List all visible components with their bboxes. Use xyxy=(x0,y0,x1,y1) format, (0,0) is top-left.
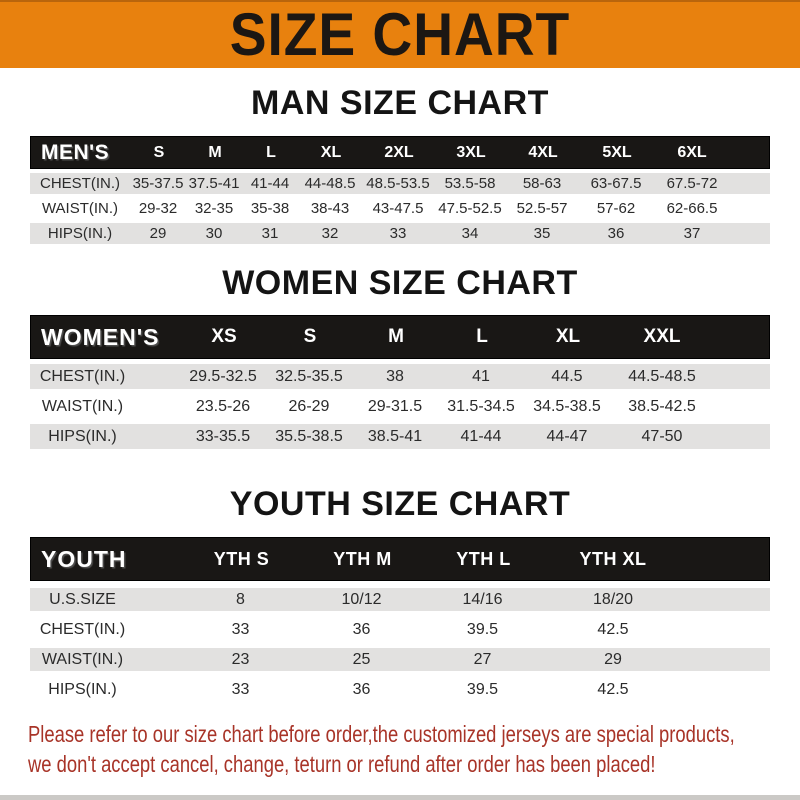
men-table-label: MEN'S xyxy=(41,140,110,164)
size-value-cell: 25 xyxy=(352,650,371,668)
size-value-cell: 14/16 xyxy=(462,590,503,608)
size-value-cell: 67.5-72 xyxy=(666,175,718,192)
women-table-row xyxy=(30,394,770,419)
size-value-cell: 57-62 xyxy=(596,200,636,217)
size-value-cell: 41-44 xyxy=(250,175,290,192)
row-label: WAIST(IN.) xyxy=(41,397,124,415)
size-value-cell: 42.5 xyxy=(597,680,629,698)
size-value-cell: 44-48.5 xyxy=(304,175,356,192)
size-value-cell: 8 xyxy=(236,590,245,608)
size-value-cell: 44.5-48.5 xyxy=(628,367,696,385)
row-label: CHEST(IN.) xyxy=(39,367,126,385)
youth-table-row xyxy=(30,678,770,701)
size-value-cell: 33 xyxy=(231,620,250,638)
size-value-cell: 32 xyxy=(321,225,339,242)
youth-table-row xyxy=(30,618,770,641)
men-column-header-s: S xyxy=(153,143,165,161)
size-value-cell: 23 xyxy=(231,650,250,668)
size-value-cell: 36 xyxy=(607,225,625,242)
men-size-table xyxy=(30,136,770,244)
size-value-cell: 43-47.5 xyxy=(372,200,424,217)
size-value-cell: 32.5-35.5 xyxy=(275,367,343,385)
men-column-header-6xl: 6XL xyxy=(677,143,707,161)
size-value-cell: 47.5-52.5 xyxy=(438,200,502,217)
disclaimer-note xyxy=(0,719,800,779)
size-value-cell: 41-44 xyxy=(460,427,502,445)
youth-table-label: YOUTH xyxy=(41,545,127,572)
youth-column-header-yth-l: YTH L xyxy=(456,548,511,569)
size-value-cell: 38 xyxy=(386,367,404,385)
size-value-cell: 35.5-38.5 xyxy=(275,427,343,445)
size-value-cell: 31.5-34.5 xyxy=(447,397,515,415)
women-table-label: WOMEN'S xyxy=(41,323,160,350)
men-column-header-xl: XL xyxy=(320,143,342,161)
size-value-cell: 34 xyxy=(461,225,479,242)
women-table-row xyxy=(30,364,770,389)
youth-column-header-yth-m: YTH M xyxy=(333,548,392,569)
size-value-cell: 52.5-57 xyxy=(516,200,568,217)
size-chart-banner xyxy=(0,0,800,68)
size-value-cell: 35-37.5 xyxy=(132,175,184,192)
size-value-cell: 29 xyxy=(149,225,167,242)
size-value-cell: 39.5 xyxy=(466,680,499,698)
disclaimer-line-2: we don't accept cancel, change, teturn or refund after order has been placed! xyxy=(28,751,656,777)
youth-size-table xyxy=(30,537,770,701)
size-value-cell: 36 xyxy=(352,680,371,698)
page-title: SIZE CHART xyxy=(229,1,571,68)
women-size-table xyxy=(30,315,770,449)
size-value-cell: 38.5-41 xyxy=(367,427,423,445)
row-label: HIPS(IN.) xyxy=(47,225,113,242)
size-value-cell: 44-47 xyxy=(546,427,588,445)
men-table-header-bar xyxy=(30,136,770,169)
size-value-cell: 37 xyxy=(683,225,701,242)
women-column-header-s: S xyxy=(303,326,317,347)
youth-column-header-yth-s: YTH S xyxy=(213,548,270,569)
row-label: CHEST(IN.) xyxy=(39,620,126,638)
size-value-cell: 35-38 xyxy=(250,200,290,217)
row-label: HIPS(IN.) xyxy=(48,680,117,698)
size-value-cell: 58-63 xyxy=(522,175,562,192)
men-column-header-l: L xyxy=(266,143,276,161)
size-value-cell: 48.5-53.5 xyxy=(366,175,430,192)
men-column-header-4xl: 4XL xyxy=(528,143,558,161)
size-value-cell: 31 xyxy=(261,225,279,242)
size-value-cell: 35 xyxy=(533,225,551,242)
size-value-cell: 32-35 xyxy=(194,200,234,217)
size-value-cell: 41 xyxy=(472,367,490,385)
youth-section-heading: YOUTH SIZE CHART xyxy=(229,485,571,523)
women-column-header-m: M xyxy=(388,326,404,347)
size-value-cell: 27 xyxy=(473,650,492,668)
size-value-cell: 47-50 xyxy=(641,427,683,445)
men-section-heading: MAN SIZE CHART xyxy=(251,84,549,122)
youth-table-row xyxy=(30,648,770,671)
women-section-heading: WOMEN SIZE CHART xyxy=(222,264,578,302)
row-label: HIPS(IN.) xyxy=(48,427,117,445)
size-value-cell: 30 xyxy=(205,225,223,242)
women-table-header-bar xyxy=(30,315,770,359)
women-column-header-xl: XL xyxy=(555,326,581,347)
size-value-cell: 63-67.5 xyxy=(590,175,642,192)
men-table-row xyxy=(30,223,770,244)
men-table-row xyxy=(30,173,770,194)
men-column-header-2xl: 2XL xyxy=(384,143,414,161)
size-value-cell: 23.5-26 xyxy=(195,397,251,415)
size-value-cell: 38-43 xyxy=(310,200,350,217)
women-table-row xyxy=(30,424,770,449)
row-label: WAIST(IN.) xyxy=(41,650,124,668)
size-value-cell: 37.5-41 xyxy=(188,175,240,192)
size-value-cell: 42.5 xyxy=(597,620,629,638)
men-table-row xyxy=(30,198,770,219)
size-value-cell: 29.5-32.5 xyxy=(189,367,257,385)
women-column-header-xxl: XXL xyxy=(643,326,681,347)
size-value-cell: 29-32 xyxy=(138,200,178,217)
size-value-cell: 38.5-42.5 xyxy=(628,397,696,415)
row-label: CHEST(IN.) xyxy=(40,175,120,192)
size-value-cell: 62-66.5 xyxy=(666,200,718,217)
disclaimer-line-1: Please refer to our size chart before order,the customized jerseys are special products, xyxy=(28,721,735,747)
men-column-header-m: M xyxy=(208,143,222,161)
size-value-cell: 33 xyxy=(231,680,250,698)
youth-table-header-bar xyxy=(30,537,770,581)
size-value-cell: 33-35.5 xyxy=(195,427,251,445)
youth-table-row xyxy=(30,588,770,611)
youth-column-header-yth-xl: YTH XL xyxy=(579,548,647,569)
women-column-header-l: L xyxy=(476,326,488,347)
size-value-cell: 36 xyxy=(352,620,371,638)
size-value-cell: 34.5-38.5 xyxy=(533,397,601,415)
row-label: U.S.SIZE xyxy=(49,590,116,608)
men-column-header-5xl: 5XL xyxy=(602,143,632,161)
size-value-cell: 29 xyxy=(604,650,622,668)
size-value-cell: 33 xyxy=(389,225,407,242)
size-value-cell: 10/12 xyxy=(341,590,382,608)
size-value-cell: 18/20 xyxy=(592,590,634,608)
size-value-cell: 29-31.5 xyxy=(367,397,423,415)
size-value-cell: 44.5 xyxy=(551,367,583,385)
bottom-edge-strip xyxy=(0,795,800,800)
row-label: WAIST(IN.) xyxy=(41,200,119,217)
size-value-cell: 26-29 xyxy=(288,397,330,415)
women-column-header-xs: XS xyxy=(211,326,237,347)
size-value-cell: 53.5-58 xyxy=(444,175,496,192)
men-column-header-3xl: 3XL xyxy=(456,143,486,161)
size-value-cell: 39.5 xyxy=(466,620,499,638)
